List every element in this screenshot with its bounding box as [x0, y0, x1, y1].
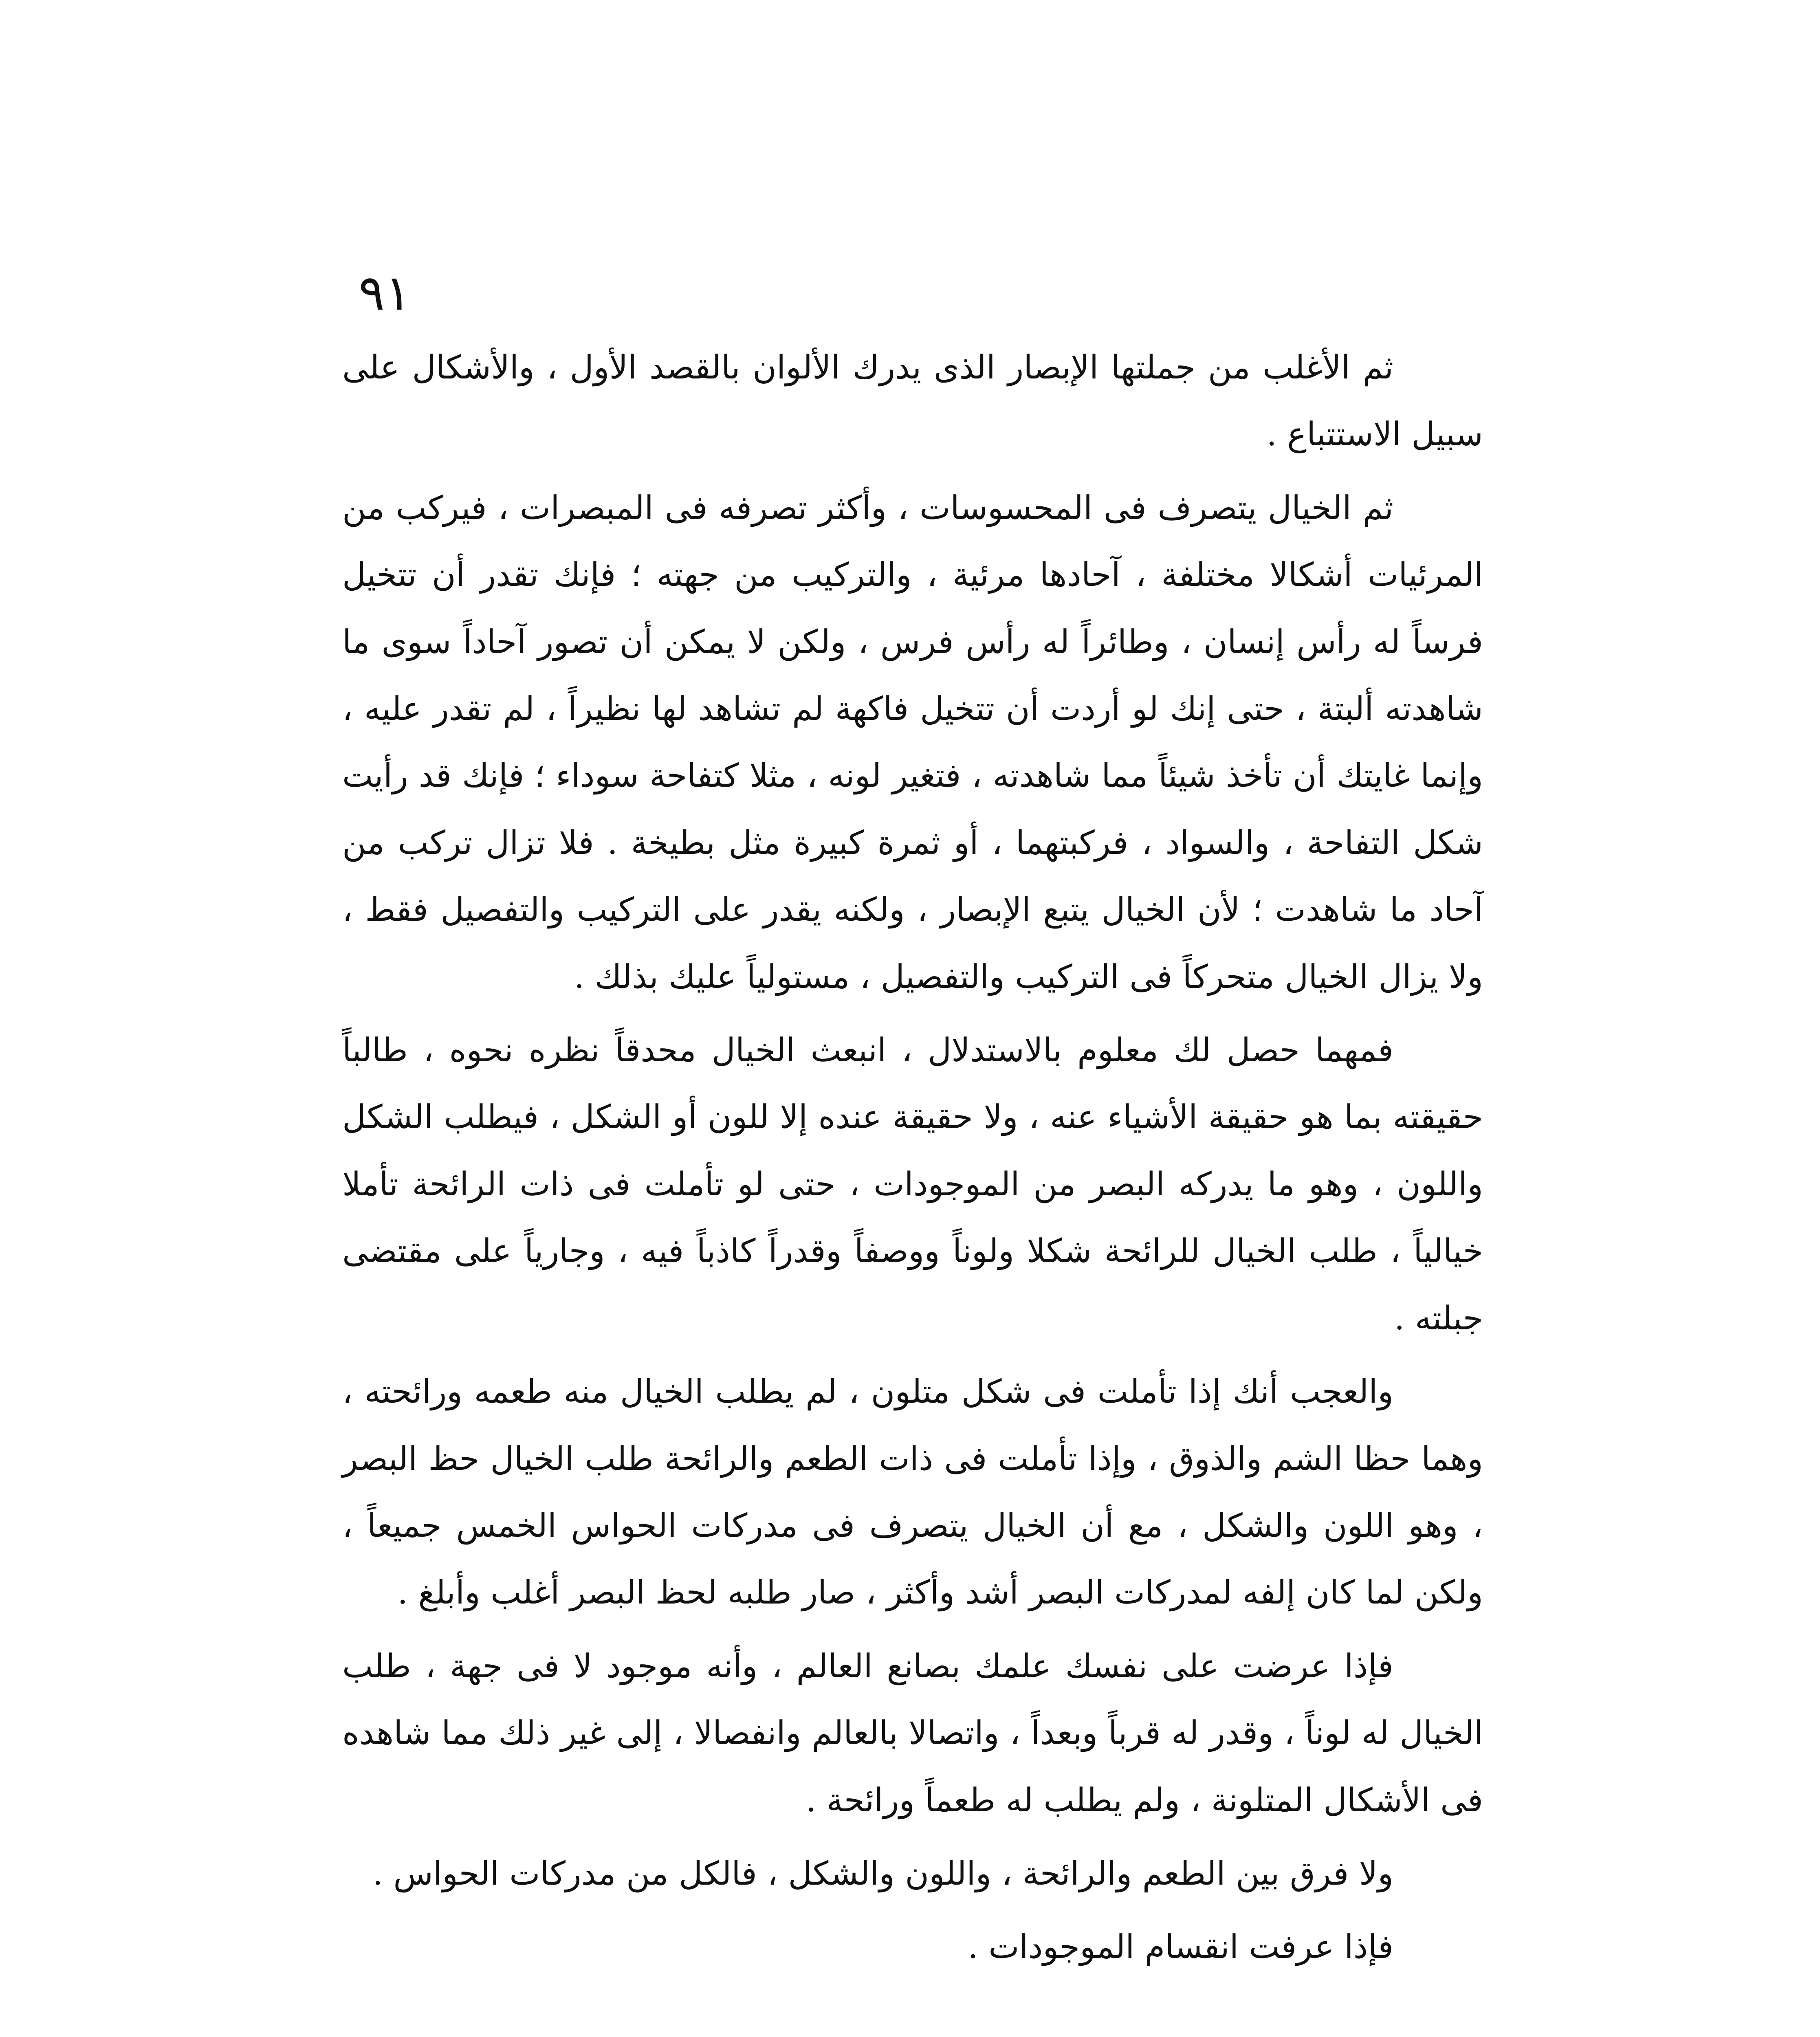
paragraph-5: فإذا عرضت على نفسك علمك بصانع العالم ، وأنه موجود لا فى جهة ، طلب الخيال له لوناً ، وقدر له قرباً وبعداً ، واتصالا بالعالم وانفصالا ، إلى غير ذلك مما شاهده فى الأشكال المتلونة ، ولم يطلب له طعماً ورائحة .	[342, 1647, 1483, 1819]
paragraph-7: فإذا عرفت انقسام الموجودات .	[968, 1928, 1393, 1966]
paragraph-6: ولا فرق بين الطعم والرائحة ، واللون والشكل ، فالكل من مدركات الحواس .	[372, 1854, 1393, 1892]
paragraph-4: والعجب أنك إذا تأملت فى شكل متلون ، لم يطلب الخيال منه طعمه ورائحته ، وهما حظا الشم والذوق ، وإذا تأملت فى ذات الطعم والرائحة طلب الخيال حظ البصر ، وهو اللون والشكل ، مع أن الخيال يتصرف فى مدركات الحواس الخمس جميعاً ، ولكن لما كان إلفه لمدركات البصر أشد وأكثر ، صار طلبه لحظ البصر أغلب وأبلغ .	[342, 1373, 1483, 1612]
paragraph-3: فمهما حصل لك معلوم بالاستدلال ، انبعث الخيال محدقاً نظره نحوه ، طالباً حقيقته بما هو حقيقة الأشياء عنه ، ولا حقيقة عنده إلا للون أو الشكل ، فيطلب الشكل واللون ، وهو ما يدركه البصر من الموجودات ، حتى لو تأملت فى ذات الرائحة تأملا خيالياً ، طلب الخيال للرائحة شكلا ولوناً ووصفاً وقدراً كاذباً فيه ، وجارياً على مقتضى جبلته .	[342, 1031, 1483, 1337]
page-number: ٩١	[359, 265, 411, 321]
paragraph-2: ثم الخيال يتصرف فى المحسوسات ، وأكثر تصرفه فى المبصرات ، فيركب من المرئيات أشكالا مختلفة ، آحادها مرئية ، والتركيب من جهته ؛ فإنك تقدر أن تتخيل فرساً له رأس إنسان ، وطائراً له رأس فرس ، ولكن لا يمكن أن تصور آحاداً سوى ما شاهدته ألبتة ، حتى إنك لو أردت أن تتخيل فاكهة لم تشاهد لها نظيراً ، لم تقدر عليه ، وإنما غايتك أن تأخذ شيئاً مما شاهدته ، فتغير لونه ، مثلا كتفاحة سوداء ؛ فإنك قد رأيت شكل التفاحة ، والسواد ، فركبتهما ، أو ثمرة كبيرة مثل بطيخة . فلا تزال تركب من آحاد ما شاهدت ؛ لأن الخيال يتبع الإبصار ، ولكنه يقدر على التركيب والتفصيل فقط ، ولا يزال الخيال متحركاً فى التركيب والتفصيل ، مستولياً عليك بذلك .	[342, 488, 1483, 996]
paragraph-1: ثم الأغلب من جملتها الإبصار الذى يدرك الألوان بالقصد الأول ، والأشكال على سبيل الاستتباع .	[342, 348, 1483, 453]
body-text	[342, 334, 1483, 1987]
